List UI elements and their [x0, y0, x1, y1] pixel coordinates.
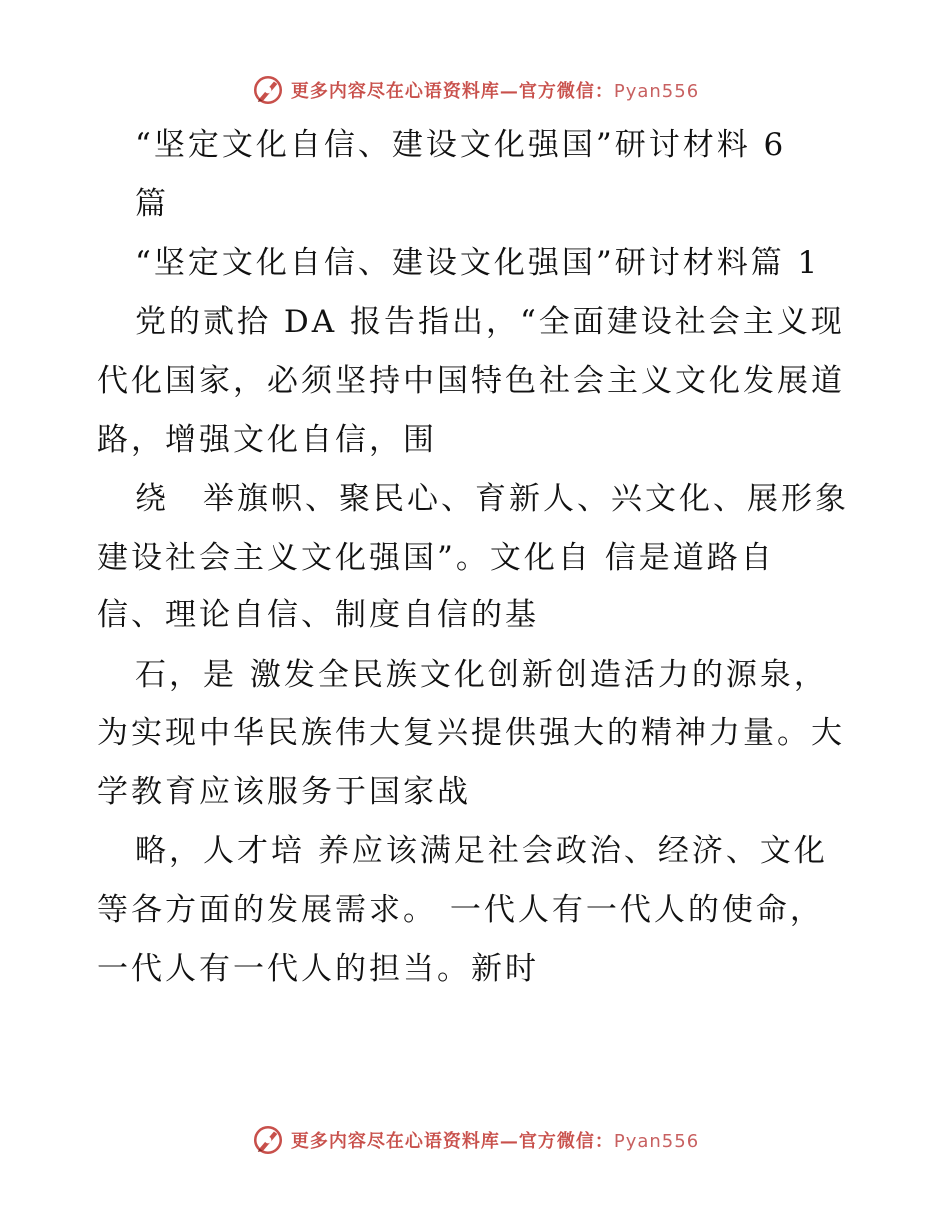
text-line: 建设社会主义文化强国”。文化自 信是道路自 [97, 540, 775, 576]
text-line: 代化国家，必须坚持中国特色社会主义文化发展道 [97, 363, 845, 399]
footer-banner-text: 更多内容尽在心语资料库—官方微信：Pyan556 [290, 1131, 700, 1152]
text-line: 石，是 激发全民族文化创新创造活力的源泉， [135, 657, 828, 693]
text-line: 等各方面的发展需求。 一代人有一代人的使命， [97, 892, 824, 928]
document-title-line-1: “坚定文化自信、建设文化强国”研讨材料 6 [135, 127, 787, 163]
text-line: 路，增强文化自信，围 [97, 422, 437, 458]
footer-wechat-id: Pyan556 [613, 1131, 700, 1152]
header-banner-text: 更多内容尽在心语资料库—官方微信：Pyan556 [290, 81, 700, 102]
text-line: 学教育应该服务于国家战 [97, 774, 471, 810]
header-banner [0, 70, 950, 110]
pen-logo-icon [251, 73, 285, 107]
text-line: 略，人才培 养应该满足社会政治、经济、文化 [135, 833, 828, 869]
footer-banner [0, 1120, 950, 1160]
text-line: 绕 举旗帜、聚民心、育新人、兴文化、展形象 [135, 481, 849, 517]
header-wechat-id: Pyan556 [613, 81, 700, 102]
text-line: 一代人有一代人的担当。新时 [97, 951, 539, 987]
text-line: 为实现中华民族伟大复兴提供强大的精神力量。大 [97, 715, 845, 751]
pen-logo-icon [251, 1123, 285, 1157]
text-line: 党的贰拾 DA 报告指出，“全面建设社会主义现 [135, 304, 845, 340]
document-title-line-2: 篇 [135, 186, 169, 222]
text-line: “坚定文化自信、建设文化强国”研讨材料篇 1 [135, 245, 821, 281]
text-line: 信、理论自信、制度自信的基 [97, 597, 539, 633]
